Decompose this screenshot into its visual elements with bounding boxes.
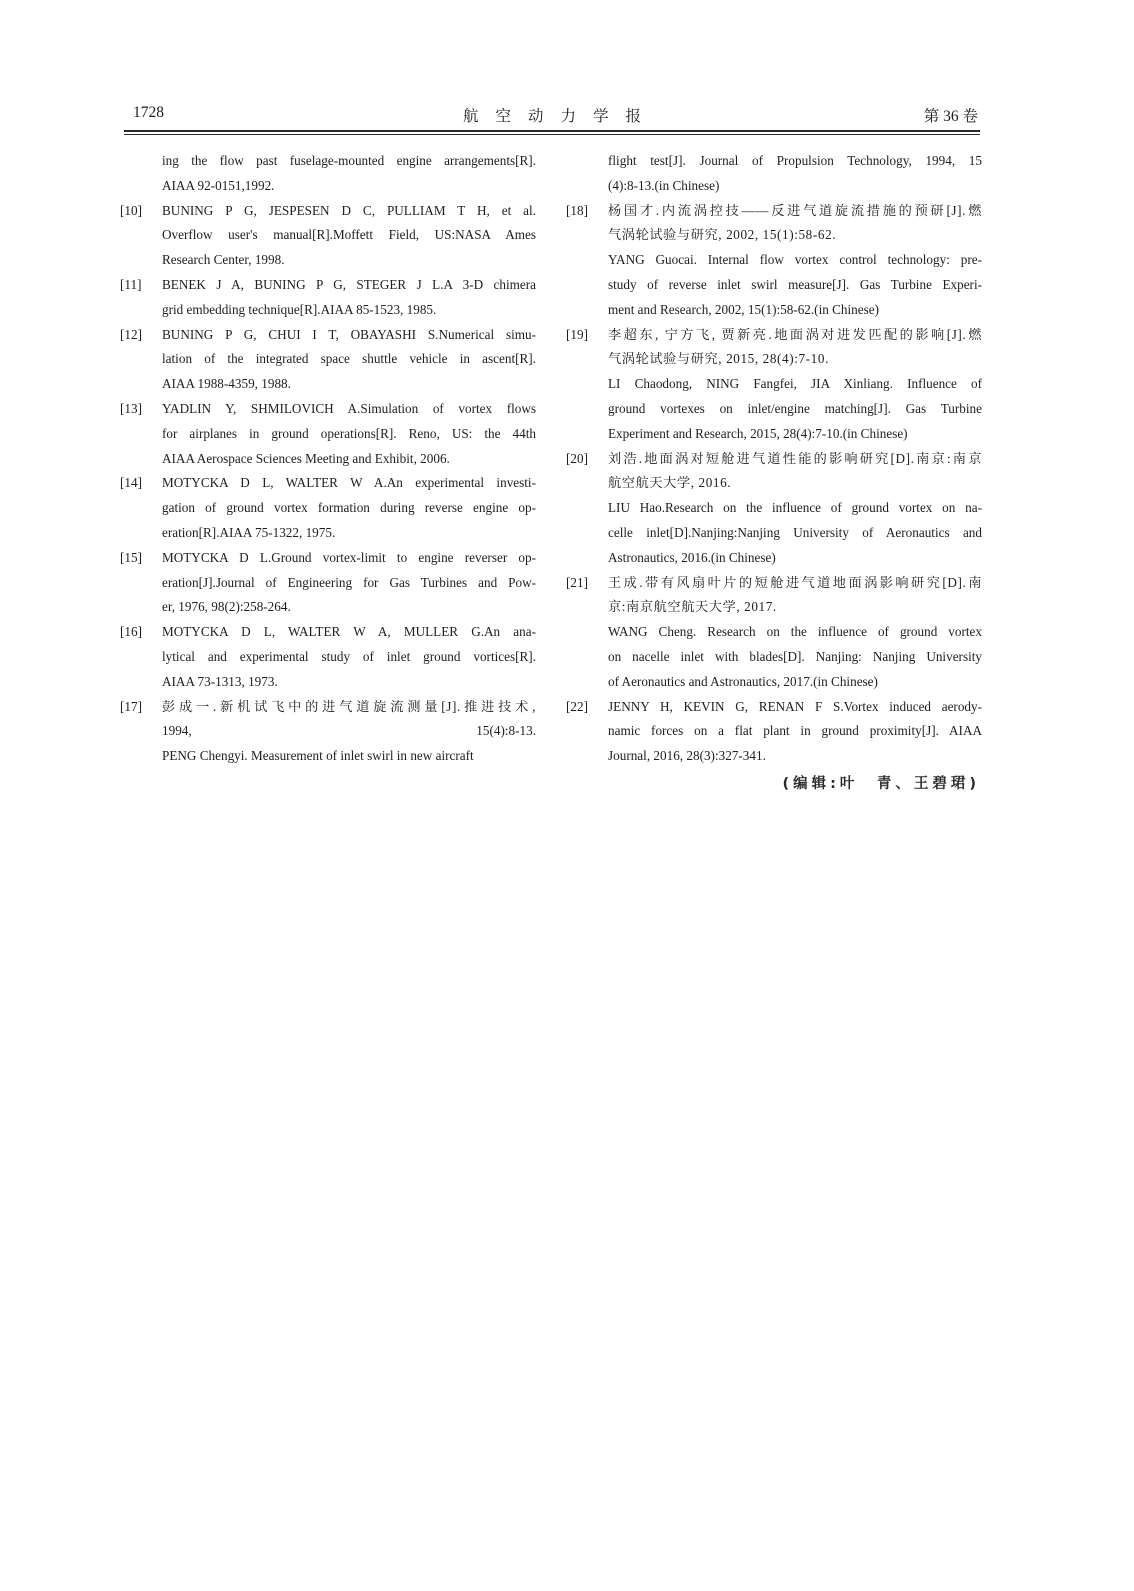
reference-entry [566, 447, 982, 571]
reference-line: Experiment and Research, 2015, 28(4):7-10.(in Chinese) [608, 425, 908, 441]
reference-line: lytical and experimental study of inlet ground vortices[R]. [162, 648, 536, 664]
journal-title: 航空动力学报 [462, 108, 658, 125]
reference-line: namic forces on a flat plant in ground proximity[J]. AIAA [608, 723, 982, 739]
reference-number: [16] [120, 624, 142, 640]
reference-line: gation of ground vortex formation during reverse engine op- [162, 500, 536, 516]
reference-number: [11] [120, 276, 142, 292]
reference-line: Research Center, 1998. [162, 252, 285, 268]
reference-entry [120, 397, 536, 471]
reference-line: celle inlet[D].Nanjing:Nanjing University of Aeronautics and [608, 524, 982, 540]
reference-line: grid embedding technique[R].AIAA 85-1523, 1985. [162, 301, 437, 317]
volume-label: 第 36 卷 [923, 108, 978, 125]
reference-line: PENG Chengyi. Measurement of inlet swirl in new aircraft [162, 748, 474, 764]
reference-line: BENEK J A, BUNING P G, STEGER J L.A 3-D chimera [162, 276, 536, 292]
reference-line: eration[R].AIAA 75-1322, 1975. [162, 524, 336, 540]
reference-number: [10] [120, 202, 142, 218]
reference-line: ment and Research, 2002, 15(1):58-62.(in Chinese) [608, 301, 880, 317]
reference-line: YANG Guocai. Internal flow vortex control technology: pre- [608, 252, 982, 268]
header-rule-thin [124, 134, 980, 135]
references-right-column [566, 149, 982, 797]
reference-line: lation of the integrated space shuttle vehicle in ascent[R]. [162, 351, 536, 367]
reference-entry [120, 149, 536, 199]
editor-note: (编辑:叶 青、王碧珺) [782, 775, 980, 792]
reference-line: ing the flow past fuselage-mounted engine arrangements[R]. [162, 153, 536, 168]
reference-number: [12] [120, 326, 142, 342]
reference-line: AIAA 1988-4359, 1988. [162, 376, 291, 392]
reference-entry [120, 546, 536, 620]
page-number: 1728 [133, 104, 164, 121]
reference-number: [20] [566, 450, 588, 466]
reference-line: MOTYCKA D L.Ground vortex-limit to engine reverser op- [162, 549, 536, 565]
reference-line: LIU Hao.Research on the influence of ground vortex on na- [608, 500, 982, 516]
reference-number: [22] [566, 698, 588, 714]
reference-line: Journal, 2016, 28(3):327-341. [608, 748, 766, 764]
reference-line: ground vortexes on inlet/engine matching[J]. Gas Turbine [608, 400, 982, 416]
reference-line: er, 1976, 98(2):258-264. [162, 599, 291, 615]
reference-line: MOTYCKA D L, WALTER W A, MULLER G.An ana- [162, 624, 536, 640]
reference-line: Astronautics, 2016.(in Chinese) [608, 549, 776, 565]
reference-line: 航空航天大学, 2016. [608, 475, 732, 491]
reference-line: YADLIN Y, SHMILOVICH A.Simulation of vortex flows [162, 400, 536, 416]
reference-line: 气涡轮试验与研究, 2015, 28(4):7-10. [608, 351, 829, 367]
reference-entry [120, 199, 536, 273]
reference-line: 京:南京航空航天大学, 2017. [608, 599, 777, 615]
reference-line: on nacelle inlet with blades[D]. Nanjing: Nanjing University [608, 648, 982, 664]
reference-entry [120, 695, 536, 769]
reference-entry [566, 149, 982, 199]
reference-entry [120, 620, 536, 694]
reference-line: 杨国才.内流涡控技——反进气道旋流措施的预研[J].燃 [608, 202, 982, 218]
reference-line: for airplanes in ground operations[R]. Reno, US: the 44th [162, 425, 536, 441]
reference-line: AIAA Aerospace Sciences Meeting and Exhibit, 2006. [162, 450, 450, 466]
reference-line: 李超东, 宁方飞, 贾新亮.地面涡对进发匹配的影响[J].燃 [608, 326, 982, 342]
references-left-column [120, 149, 536, 769]
right-reference-list [566, 149, 982, 769]
reference-line: JENNY H, KEVIN G, RENAN F S.Vortex induced aerody- [608, 698, 982, 714]
reference-line: eration[J].Journal of Engineering for Gas Turbines and Pow- [162, 574, 536, 590]
reference-number: [15] [120, 549, 142, 565]
reference-line: 气涡轮试验与研究, 2002, 15(1):58-62. [608, 227, 837, 243]
reference-line: LI Chaodong, NING Fangfei, JIA Xinliang. Influence of [608, 376, 982, 392]
reference-number: [13] [120, 400, 142, 416]
reference-line: BUNING P G, JESPESEN D C, PULLIAM T H, et al. [162, 202, 536, 218]
reference-entry [120, 273, 536, 323]
reference-line: BUNING P G, CHUI I T, OBAYASHI S.Numerical simu- [162, 326, 536, 342]
reference-entry [120, 323, 536, 397]
reference-entry [566, 323, 982, 447]
reference-line: (4):8-13.(in Chinese) [608, 177, 720, 193]
reference-line: WANG Cheng. Research on the influence of ground vortex [608, 624, 982, 640]
reference-line: 1994, 15(4):8-13. [162, 723, 536, 739]
reference-entry [566, 199, 982, 323]
reference-number: [19] [566, 326, 588, 342]
reference-line: AIAA 92-0151,1992. [162, 177, 275, 193]
reference-line: Overflow user's manual[R].Moffett Field, US:NASA Ames [162, 227, 536, 243]
reference-line: 彭成一.新机试飞中的进气道旋流测量[J].推进技术, [162, 698, 536, 714]
reference-line: AIAA 73-1313, 1973. [162, 673, 278, 689]
header-rule-thick [124, 130, 980, 132]
reference-entry [120, 471, 536, 545]
reference-line: of Aeronautics and Astronautics, 2017.(in Chinese) [608, 673, 878, 689]
running-header [124, 100, 980, 130]
reference-number: [17] [120, 698, 142, 714]
reference-number: [21] [566, 574, 588, 590]
reference-line: flight test[J]. Journal of Propulsion Technology, 1994, 15 [608, 153, 982, 168]
reference-number: [18] [566, 202, 588, 218]
reference-line: MOTYCKA D L, WALTER W A.An experimental investi- [162, 475, 536, 491]
reference-number: [14] [120, 475, 142, 491]
reference-entry [566, 571, 982, 695]
reference-entry [566, 695, 982, 769]
reference-line: study of reverse inlet swirl measure[J]. Gas Turbine Experi- [608, 276, 982, 292]
reference-line: 刘浩.地面涡对短舱进气道性能的影响研究[D].南京:南京 [608, 450, 982, 466]
reference-line: 王成.带有风扇叶片的短舱进气道地面涡影响研究[D].南 [608, 574, 982, 590]
